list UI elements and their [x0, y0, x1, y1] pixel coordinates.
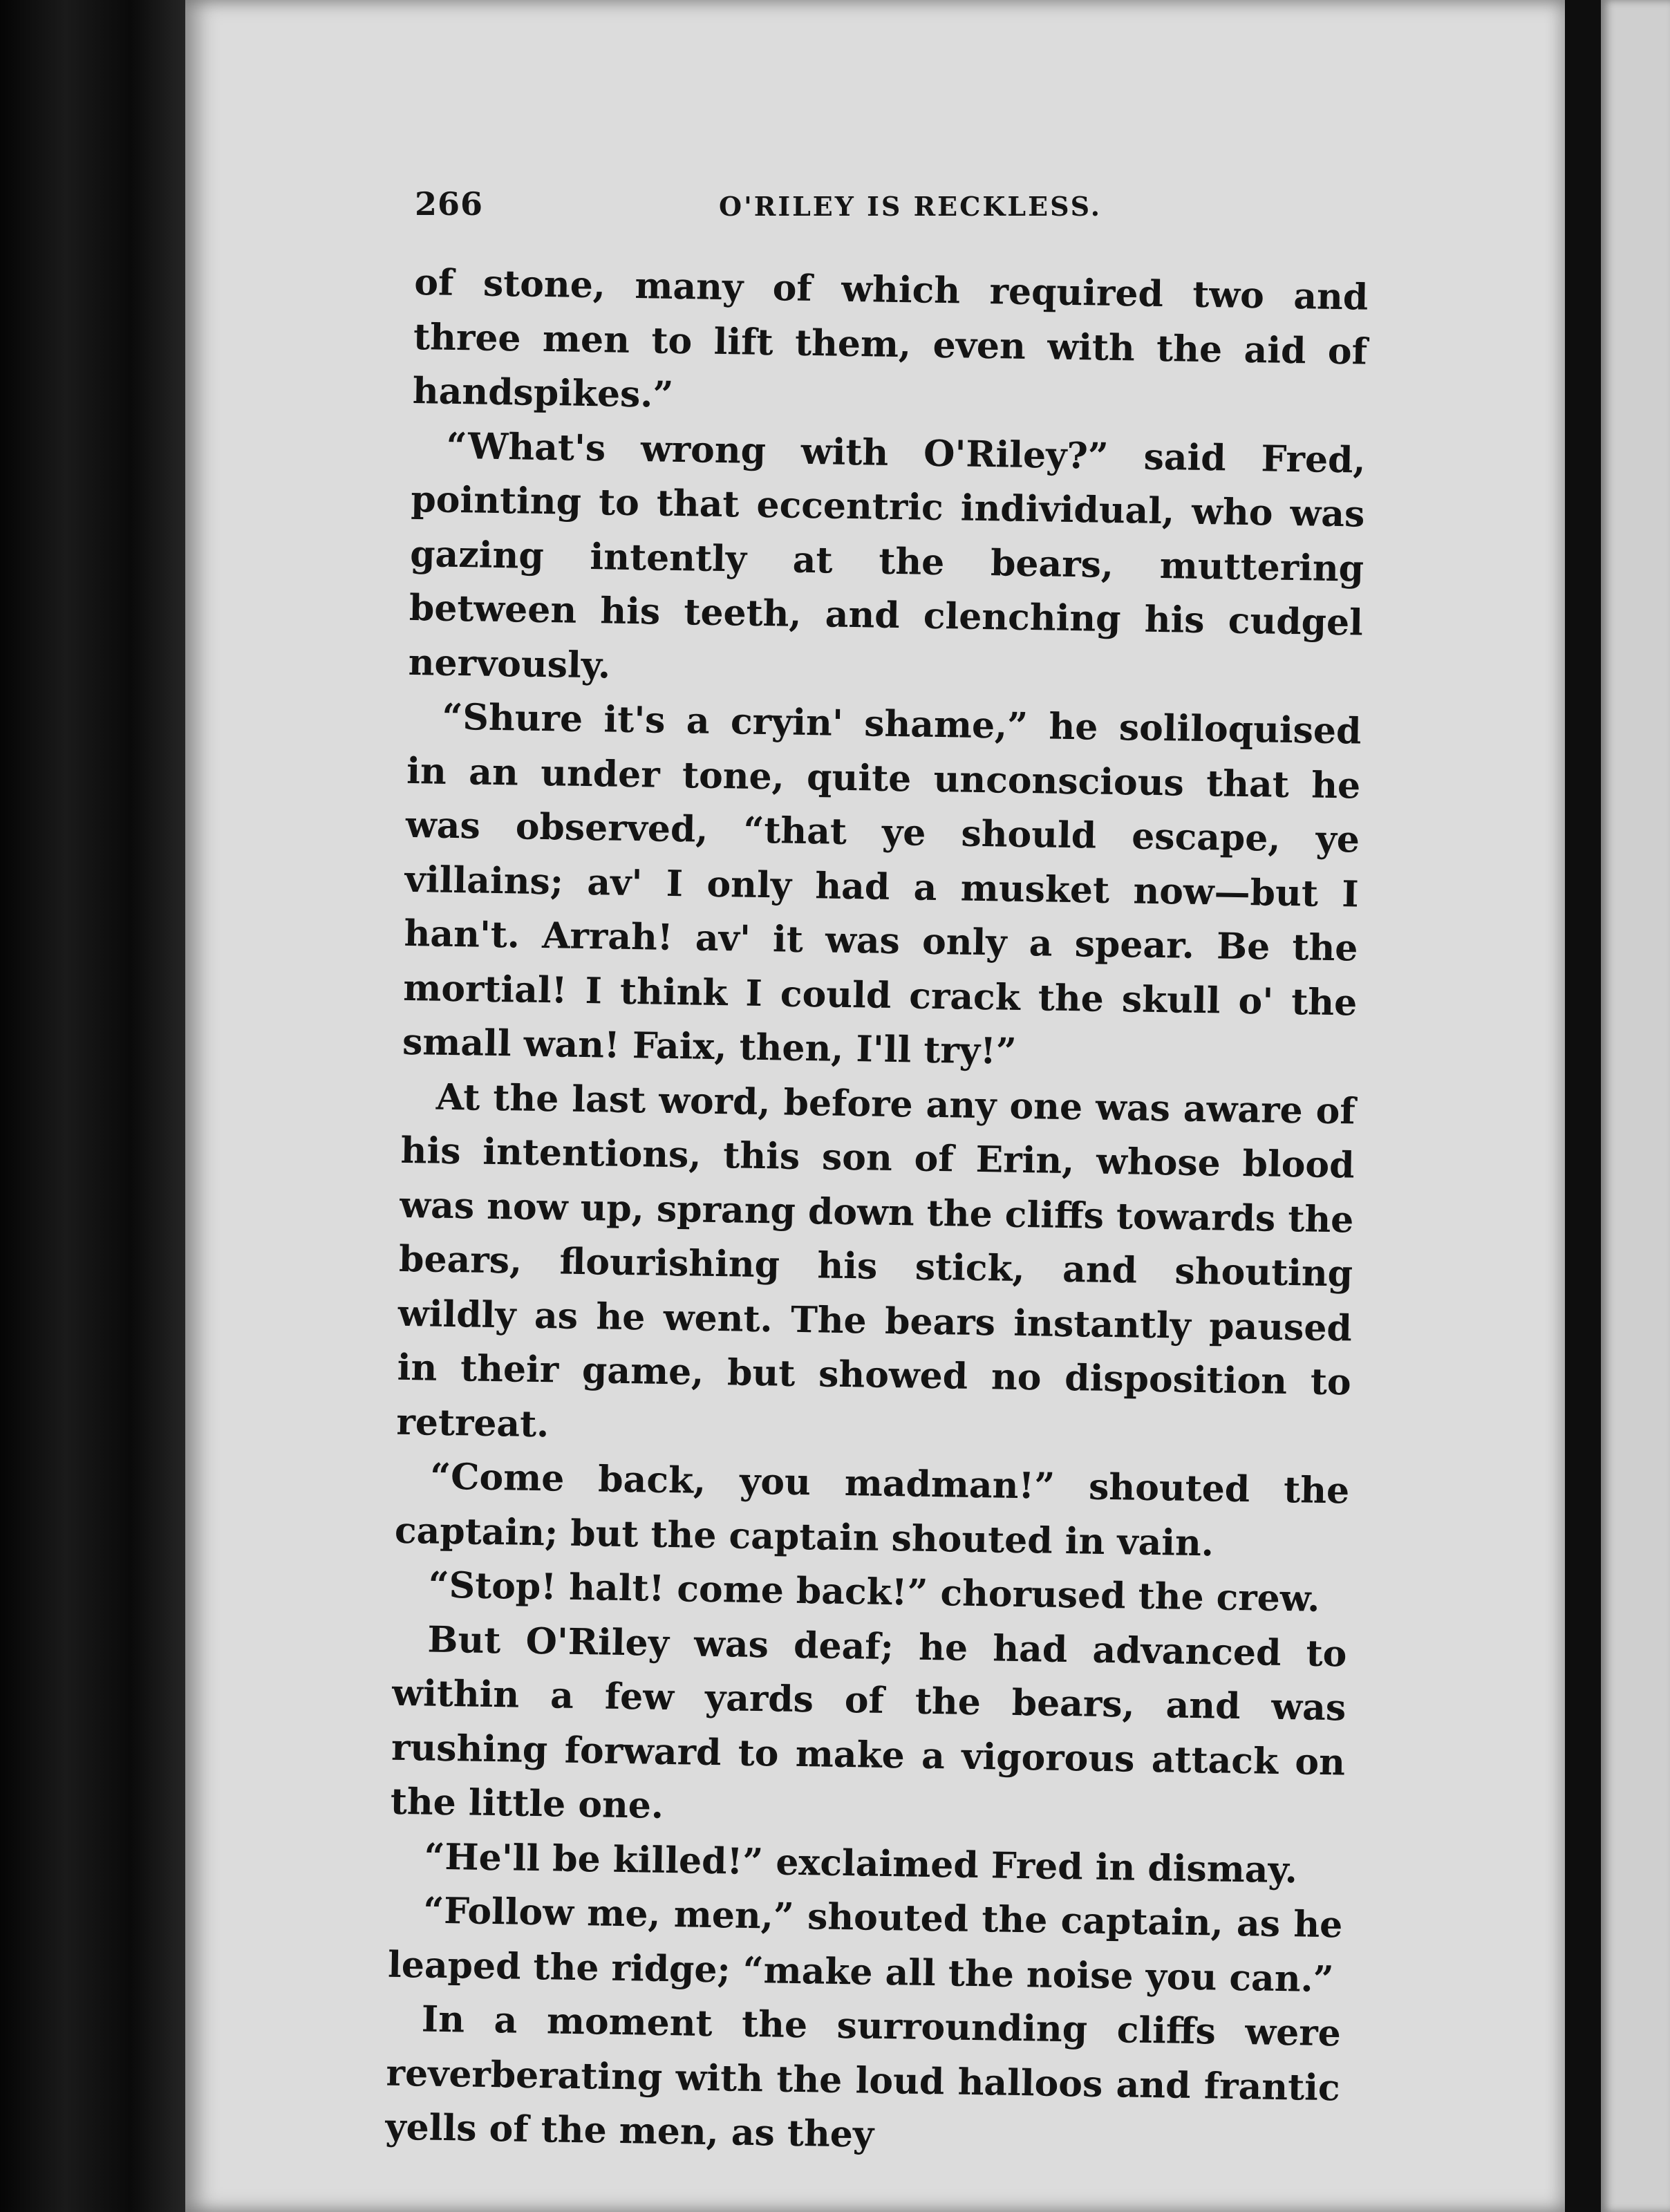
paragraph: But O'Riley was deaf; he had advanced to within a few yards of the bears, and was rushing forward to make a vigorous attack on the little one. — [390, 1618, 1347, 1827]
book-spine-edge — [0, 0, 187, 2212]
paragraph: “Shure it's a cryin' shame,” he soliloquised in an under tone, quite unconscious that he was observed, “that ye should escape, ye villains; av' I only had a musket now—but I han't. Arrah! av' it was only a spear. Be the mortial! I think I could crack the skull o' the small wan! Faix, then, I'll try!” — [402, 695, 1362, 1073]
paragraph: “Stop! halt! come back!” chorused the crew. — [428, 1564, 1320, 1620]
paragraph: of stone, many of which required two and three men to lift them, even with the aid of handspikes.” — [412, 261, 1369, 416]
paragraph: “Come back, you madman!” shouted the captain; but the captain shouted in vain. — [394, 1455, 1350, 1564]
body-text — [385, 256, 1369, 2170]
page-number: 266 — [415, 185, 484, 223]
page-gutter — [1565, 0, 1601, 2212]
paragraph: “Follow me, men,” shouted the captain, as he leaped the ridge; “make all the noise you can.” — [387, 1889, 1343, 2000]
paragraph: “He'll be killed!” exclaimed Fred in dismay. — [424, 1835, 1298, 1891]
running-header — [415, 185, 1369, 234]
running-title: O'RILEY IS RECKLESS. — [719, 191, 1102, 222]
paragraph: At the last word, before any one was aware of his intentions, this son of Erin, whose blood was now up, sprang down the cliffs towards the bears, flourishing his stick, and shouting wildly as he went. The bears instantly paused in their game, but showed no disposition to retreat. — [396, 1076, 1356, 1445]
facing-page-edge — [1601, 0, 1670, 2212]
paragraph: In a moment the surrounding cliffs were reverberating with the loud halloos and frantic yells of the men, as they — [384, 1998, 1342, 2156]
paragraph: “What's wrong with O'Riley?” said Fred, pointing to that eccentric individual, who was gazing intently at the bears, muttering between his teeth, and clenching his cudgel nervously. — [408, 424, 1367, 687]
